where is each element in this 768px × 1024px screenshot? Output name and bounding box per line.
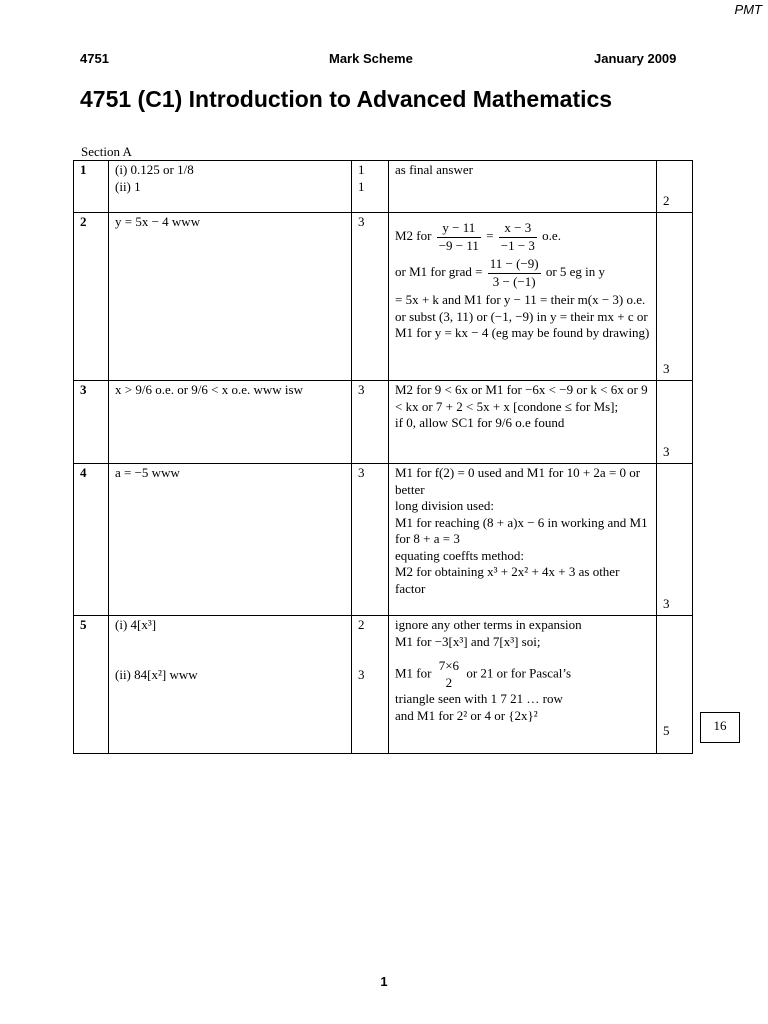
marks-cell — [352, 616, 389, 754]
fraction-denominator: −9 − 11 — [438, 237, 479, 253]
section-total-box: 16 — [700, 712, 740, 743]
guidance-text: M1 for −3[x³] and 7[x³] soi; — [395, 633, 541, 649]
guidance-text: or 21 or for Pascal’s — [466, 665, 572, 681]
guidance-text: if 0, allow SC1 for 9/6 o.e found — [395, 415, 565, 430]
answer-line: (ii) 84[x²] www — [115, 666, 198, 682]
guidance-text: or M1 for grad = — [395, 263, 483, 279]
answer-cell — [109, 616, 352, 754]
guidance-cell — [389, 616, 657, 754]
question-number: 2 — [74, 213, 109, 381]
fraction — [437, 658, 461, 691]
question-number: 3 — [74, 381, 109, 464]
guidance-text: equating coeffts method: — [395, 547, 525, 563]
mark-value: 1 — [358, 178, 365, 194]
section-label: Section A — [81, 144, 132, 159]
guidance-text: ignore any other terms in expansion — [395, 617, 582, 632]
marks-cell — [352, 161, 389, 213]
guidance-text: long division used: — [395, 498, 494, 513]
page-title: 4751 (C1) Introduction to Advanced Mathematics — [80, 86, 613, 112]
total-cell: 5 — [657, 616, 693, 754]
guidance-text: and M1 for 2² or 4 or {2x}² — [395, 707, 538, 723]
guidance-text: triangle seen with 1 7 21 … row — [395, 691, 563, 706]
question-number: 1 — [74, 161, 109, 213]
table-row-q4 — [74, 464, 693, 616]
guidance-m1-line — [395, 658, 650, 691]
guidance-text: M2 for — [395, 227, 432, 243]
table-row-q5 — [74, 616, 693, 754]
fraction — [437, 220, 481, 254]
answer-cell: a = −5 www — [109, 464, 352, 616]
guidance-cell: as final answer — [389, 161, 657, 213]
fraction — [499, 220, 537, 254]
guidance-text: o.e. — [542, 227, 561, 243]
total-cell: 3 — [657, 381, 693, 464]
fraction-denominator: 3 − (−1) — [488, 273, 541, 291]
fraction-denominator: 2 — [445, 674, 453, 690]
mark-value: 3 — [358, 666, 365, 682]
question-number: 4 — [74, 464, 109, 616]
guidance-text: = 5x + k and M1 for y − 11 = their m(x − 3) o.e. or subst (3, 11) or (−1, −9) in y = their mx + c or M1 for y = kx − 4 (eg may be found by drawing) — [395, 292, 650, 340]
fraction-numerator: y − 11 — [442, 220, 476, 235]
answer-line: (ii) 1 — [115, 178, 141, 194]
header-date: January 2009 — [594, 51, 677, 66]
table-row-q2 — [74, 213, 693, 381]
guidance-text: M1 for f(2) = 0 used and M1 for 10 + 2a = 0 or better — [395, 465, 641, 497]
header-document-type: Mark Scheme — [329, 51, 413, 66]
fraction-numerator: 11 − (−9) — [489, 256, 539, 271]
guidance-cell — [389, 213, 657, 381]
mark-scheme-table — [73, 160, 693, 754]
equals-sign: = — [486, 227, 494, 243]
marks-cell: 3 — [352, 213, 389, 381]
answer-cell: x > 9/6 o.e. or 9/6 < x o.e. www isw — [109, 381, 352, 464]
fraction-numerator: 7×6 — [438, 658, 460, 673]
table-row-q1 — [74, 161, 693, 213]
question-number: 5 — [74, 616, 109, 754]
guidance-cell — [389, 464, 657, 616]
guidance-cell — [389, 381, 657, 464]
guidance-text: M2 for obtaining x³ + 2x² + 4x + 3 as other factor — [395, 564, 620, 596]
guidance-m1-line — [395, 256, 650, 290]
mark-value: 2 — [358, 617, 365, 632]
marks-cell: 3 — [352, 381, 389, 464]
mark-value: 1 — [358, 162, 365, 177]
fraction-denominator: −1 − 3 — [500, 237, 535, 253]
answer-cell: y = 5x − 4 www — [109, 213, 352, 381]
answer-line: (i) 4[x³] — [115, 617, 157, 632]
fraction-numerator: x − 3 — [504, 220, 532, 235]
total-cell: 2 — [657, 161, 693, 213]
guidance-text: M2 for 9 < 6x or M1 for −6x < −9 or k < 6x or 9 < kx or 7 + 2 < 5x + x [condone ≤ for Ms]; — [395, 382, 648, 414]
guidance-text: or 5 eg in y — [545, 263, 606, 279]
marks-cell: 3 — [352, 464, 389, 616]
guidance-text: M1 for — [395, 665, 432, 681]
answer-line: (i) 0.125 or 1/8 — [115, 162, 194, 177]
total-cell: 3 — [657, 213, 693, 381]
page-number: 1 — [380, 974, 388, 989]
answer-cell — [109, 161, 352, 213]
watermark: PMT — [734, 2, 762, 17]
header-code: 4751 — [80, 51, 109, 66]
table-row-q3 — [74, 381, 693, 464]
fraction — [488, 256, 541, 290]
guidance-m2-line — [395, 220, 650, 254]
guidance-text: M1 for reaching (8 + a)x − 6 in working and M1 for 8 + a = 3 — [395, 514, 648, 546]
total-cell: 3 — [657, 464, 693, 616]
